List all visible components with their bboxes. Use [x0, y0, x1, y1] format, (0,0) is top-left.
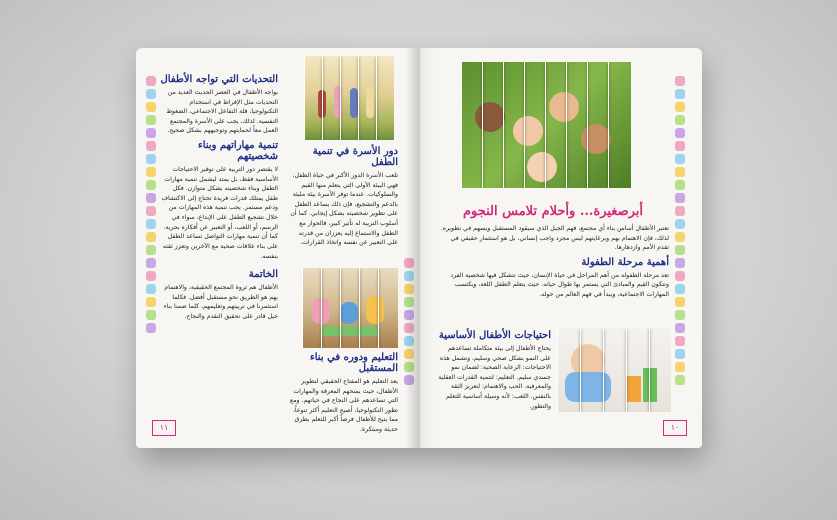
children-lying-grass-photo — [461, 62, 631, 188]
main-title: أبرصغيرة... وأحلام تلامس النجوم — [462, 204, 644, 219]
children-running-photo — [304, 56, 394, 140]
section-title: احتياجات الأطفال الأساسية — [438, 330, 551, 341]
right-column — [437, 204, 669, 304]
right-page — [419, 48, 702, 448]
section-body: يواجه الأطفال في العصر الحديث العديد من التحديات مثل الإفراط في استخدام التكنولوجيا، قلة التفاعل الاجتماعي، الضغوط النفسية. لذلك، يجب على الأسرة والمجتمع العمل معاً لحمايتهم وتوجيههم بشكل صحيح. — [166, 89, 278, 135]
page-number: ١٠ — [663, 420, 687, 436]
section-body: يعد التعليم هو المفتاح الحقيقي لتطوير الأطفال، حيث يمنحهم المعرفة والمهارات التي تساعدهم على النجاح في حياتهم. ومع تطور التكنولوجيا، أصبح التعليم أكثر تنوعاً، مما يتيح للأطفال فرصاً أكبر للتعلم بطرق حديثة ومبتكرة. — [289, 378, 398, 434]
section-title: التحديات التي تواجه الأطفال — [160, 74, 278, 85]
book-spine-gutter — [405, 48, 435, 448]
child-stacking-toys-photo — [557, 328, 671, 412]
right-column-bottom — [437, 330, 551, 415]
children-blocks-photo — [302, 268, 398, 348]
section-title: أهمية مرحلة الطفولة — [581, 256, 669, 268]
left-column-inner-top — [286, 146, 398, 252]
left-puzzle-strip-outer — [146, 76, 156, 336]
right-puzzle-strip-outer — [675, 76, 685, 388]
left-column-inner-bottom — [286, 352, 398, 439]
section-title: تنمية مهاراتهم وبناء شخصيتهم — [198, 140, 278, 163]
section-body: تعد مرحلة الطفولة من أهم المراحل في حياة الإنسان، حيث تتشكل فيها شخصية الفرد وتتكون القيم والمبادئ التي يستمر بها طوال حياته. حيث يتعلم الطفل اللغة، ويكتسب المهارات الاجتماعية، ويبدأ في فهم العالم من حوله. — [450, 271, 669, 299]
section-body: يحتاج الأطفال إلى بيئة متكاملة تساعدهم على النمو بشكل صحي وسليم، وتشمل هذه الاحتياجات: الرعاية الصحية: لضمان نمو جسدي سليم. التعليم: لتنمية القدرات العقلية والمعرفية. الحب والاهتمام: لتعزيز الثقة بالنفس. اللعب: لأنه وسيلة أساسية للتعلم والتطور. — [438, 345, 551, 410]
page-number: ١١ — [152, 420, 176, 436]
left-column-outer — [160, 74, 278, 326]
section-title: الخاتمة — [248, 269, 278, 281]
section-title: دور الأسرة في تنمية الطفل — [312, 146, 398, 168]
section-title: التعليم ودوره في بناء المستقبل — [310, 352, 398, 374]
intro-text: تعتبر الأطفال أساس بناء أي مجتمع، فهم الجيل الذي سيقود المستقبل ويسهم في تطويره. لذلك، فإن الاهتمام بهم وبرعايتهم ليس مجرد واجب إنساني، بل هو استثمار حقيقي في تقدم الأمم وازدهارها. — [440, 225, 669, 252]
left-page — [136, 48, 419, 448]
section-body: تلعب الأسرة الدور الأكبر في حياة الطفل، فهي البيئة الأولى التي يتعلم منها القيم والسلوكيات. عندما توفر الأسرة بيئة مليئة بالدعم والتشجيع، فإن ذلك يساعد الطفل على تطوير شخصيته بشكل إيجابي. كما أن أسلوب التربية له تأثير كبير، فالحوار مع الطفل والاستماع إليه يعززان من قدرته على التعبير عن نفسه واتخاذ القرارات. — [290, 172, 398, 247]
section-body: لا يقتصر دور التربية على توفير الاحتياجات الأساسية فقط، بل يمتد ليشمل تنمية مهارات الطفل وبناء شخصيته بشكل متوازن. فكل طفل يمتلك قدرات فريدة تحتاج إلى الاكتشاف ودعم مستمر. يجب تنمية هذه المهارات من خلال تشجيع الطفل على الإبداع، سواء في الرسم، أو اللعب، أو التعبير عن أفكاره بحرية. كما أن تنمية مهارات التواصل تساعد الطفل على بناء علاقات صحية مع الآخرين وتعزز ثقته بنفسه. — [161, 166, 278, 260]
section-body: الأطفال هم ثروة المجتمع الحقيقية، والاهتمام بهم هو الطريق نحو مستقبل أفضل. فكلما استثمرنا في تربيتهم وتعليمهم، كلما ضمنا بناء جيل قادر على تحقيق التقدم والنجاح. — [163, 284, 278, 320]
